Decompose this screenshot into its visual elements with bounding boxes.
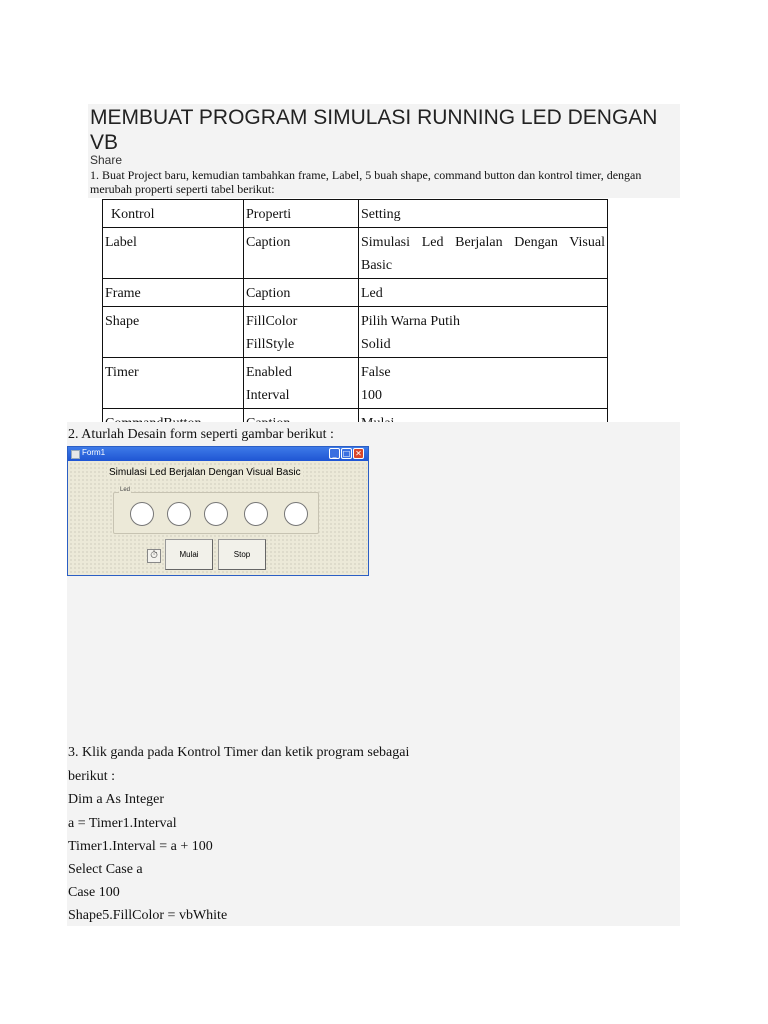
vb-form-titlebar <box>68 447 368 461</box>
table-cell-line: FillColor <box>246 314 298 329</box>
form-app-icon <box>71 450 80 459</box>
table-cell-line: Solid <box>361 337 391 352</box>
led-shape-1 <box>130 502 154 526</box>
table-header-row <box>103 200 608 228</box>
table-cell-line: Interval <box>246 388 290 403</box>
table-row <box>103 228 608 279</box>
table-cell-line: FillStyle <box>246 337 295 352</box>
led-shape-2 <box>167 502 191 526</box>
table-cell-line: False <box>361 365 391 380</box>
table-cell: Label <box>103 228 244 279</box>
page-title: MEMBUAT PROGRAM SIMULASI RUNNING LED DENGAN VB <box>90 106 658 154</box>
share-link[interactable]: Share <box>90 153 123 167</box>
table-cell: Frame <box>103 279 244 307</box>
intro-paragraph: 1. Buat Project baru, kemudian tambahkan frame, Label, 5 buah shape, command button dan kontrol timer, dengan merubah properti seperti tabel berikut: <box>90 168 642 196</box>
table-row <box>103 307 608 358</box>
table-cell <box>359 307 608 358</box>
mulai-button: Mulai <box>165 539 213 570</box>
table-row <box>103 358 608 409</box>
table-cell: Shape <box>103 307 244 358</box>
code-line: Shape5.FillColor = vbWhite <box>68 908 228 923</box>
vb-form-client-area <box>69 462 367 574</box>
table-cell <box>244 358 359 409</box>
vb-led-frame <box>113 487 319 534</box>
table-cell: Timer <box>103 358 244 409</box>
table-cell: Simulasi Led Berjalan Dengan Visual Basic <box>359 228 608 279</box>
step-3-text: 3. Klik ganda pada Kontrol Timer dan ketik program sebagai <box>68 745 410 760</box>
maximize-icon: □ <box>342 449 351 458</box>
code-line: Timer1.Interval = a + 100 <box>68 839 213 854</box>
table-header-setting: Setting <box>359 200 608 228</box>
vb-form-screenshot <box>67 446 369 576</box>
table-header-properti: Properti <box>244 200 359 228</box>
table-cell-line: Pilih Warna Putih <box>361 314 460 329</box>
table-cell: Led <box>359 279 608 307</box>
step-3-text-continued: berikut : <box>68 769 116 784</box>
minimize-icon: _ <box>329 448 340 459</box>
code-line: Dim a As Integer <box>68 792 165 807</box>
close-icon: ✕ <box>353 448 364 459</box>
led-shape-5 <box>284 502 308 526</box>
properties-table <box>102 199 608 437</box>
timer-icon: ⏱ <box>147 549 161 563</box>
table-cell <box>359 358 608 409</box>
vb-form-title: Form1 <box>82 448 106 457</box>
vb-label-caption: Simulasi Led Berjalan Dengan Visual Basic <box>109 467 301 478</box>
led-shape-4 <box>244 502 268 526</box>
table-header-kontrol: Kontrol <box>103 200 244 228</box>
vb-frame-caption: Led <box>120 487 131 493</box>
table-cell: Caption <box>244 279 359 307</box>
led-shape-3 <box>204 502 228 526</box>
table-row <box>103 279 608 307</box>
step-2-text: 2. Aturlah Desain form seperti gambar berikut : <box>68 427 334 442</box>
code-line: Case 100 <box>68 885 120 900</box>
code-line: Select Case a <box>68 862 143 877</box>
table-cell-line: Enabled <box>246 365 292 380</box>
table-cell: Caption <box>244 228 359 279</box>
code-line: a = Timer1.Interval <box>68 816 177 831</box>
stop-button: Stop <box>218 539 266 570</box>
table-cell-line: 100 <box>361 388 382 403</box>
table-cell <box>244 307 359 358</box>
